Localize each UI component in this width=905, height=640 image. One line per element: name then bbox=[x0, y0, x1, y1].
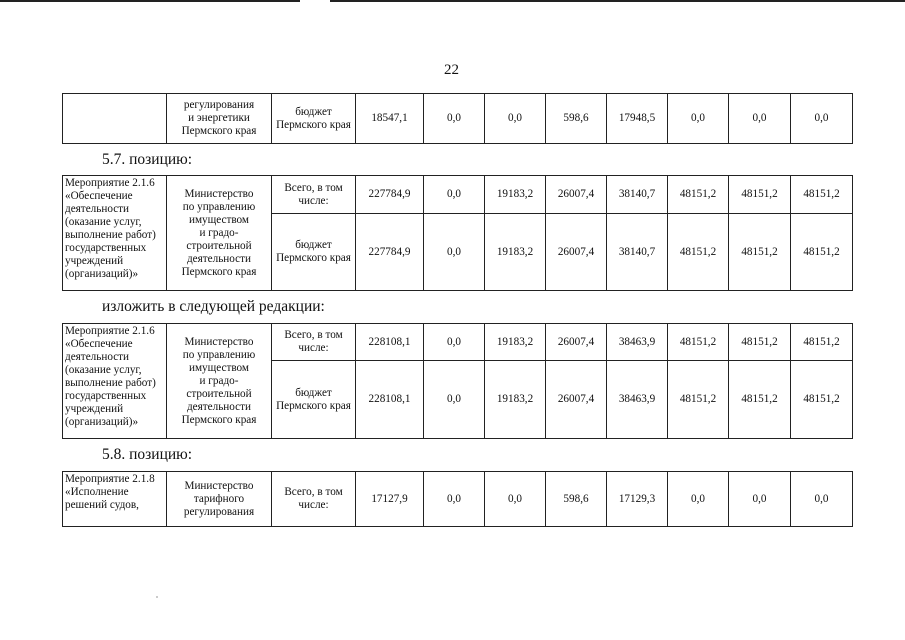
value-total: 18547,1 bbox=[356, 94, 424, 144]
executor-cell: Министерство по управлению имуществом и градо- строительной деятельности Пермского края bbox=[167, 324, 272, 439]
value-cell: 19183,2 bbox=[485, 176, 546, 214]
value-cell: 48151,2 bbox=[668, 361, 729, 439]
value-cell: 0,0 bbox=[485, 94, 546, 144]
value-cell: 0,0 bbox=[668, 94, 729, 144]
table-row bbox=[63, 472, 853, 527]
value-total: 228108,1 bbox=[356, 361, 424, 439]
measure-cell: Мероприятие 2.1.6 «Обеспечение деятельности (оказание услуг, выполнение работ) государственных учреждений (организаций)» bbox=[63, 176, 167, 291]
value-cell: 0,0 bbox=[424, 472, 485, 527]
value-cell: 38140,7 bbox=[607, 214, 668, 291]
value-cell: 0,0 bbox=[485, 472, 546, 527]
value-cell: 48151,2 bbox=[791, 176, 853, 214]
executor-cell: Министерство по управлению имуществом и градо- строительной деятельности Пермского края bbox=[167, 176, 272, 291]
value-total: 17127,9 bbox=[356, 472, 424, 527]
section-heading-5-7: 5.7. позицию: bbox=[102, 151, 193, 168]
value-cell: 26007,4 bbox=[546, 324, 607, 361]
section-heading-replace: изложить в следующей редакции: bbox=[102, 298, 325, 315]
value-cell: 26007,4 bbox=[546, 176, 607, 214]
section-heading-5-8: 5.8. позицию: bbox=[102, 446, 193, 463]
value-cell: 48151,2 bbox=[729, 361, 791, 439]
value-total: 227784,9 bbox=[356, 176, 424, 214]
value-cell: 0,0 bbox=[791, 472, 853, 527]
scan-speck bbox=[156, 596, 158, 598]
source-cell: Всего, в том числе: bbox=[272, 176, 356, 214]
value-cell: 17948,5 bbox=[607, 94, 668, 144]
value-cell: 0,0 bbox=[424, 214, 485, 291]
value-cell: 48151,2 bbox=[729, 214, 791, 291]
value-cell: 0,0 bbox=[424, 94, 485, 144]
value-cell: 0,0 bbox=[729, 472, 791, 527]
value-cell: 26007,4 bbox=[546, 214, 607, 291]
table-row bbox=[63, 176, 853, 214]
source-cell: бюджет Пермского края bbox=[272, 361, 356, 439]
table-5-7 bbox=[62, 175, 853, 291]
value-cell: 598,6 bbox=[546, 472, 607, 527]
value-cell: 19183,2 bbox=[485, 324, 546, 361]
table-continued bbox=[62, 93, 853, 144]
source-cell: Всего, в том числе: bbox=[272, 324, 356, 361]
table-new-redaction bbox=[62, 323, 853, 439]
value-cell: 48151,2 bbox=[668, 176, 729, 214]
value-total: 227784,9 bbox=[356, 214, 424, 291]
value-cell: 38140,7 bbox=[607, 176, 668, 214]
value-cell: 17129,3 bbox=[607, 472, 668, 527]
value-cell: 0,0 bbox=[424, 176, 485, 214]
value-cell: 48151,2 bbox=[729, 176, 791, 214]
measure-cell: Мероприятие 2.1.8 «Исполнение решений судов, bbox=[63, 472, 167, 527]
value-cell: 26007,4 bbox=[546, 361, 607, 439]
value-cell: 0,0 bbox=[791, 94, 853, 144]
value-cell: 0,0 bbox=[729, 94, 791, 144]
value-cell: 48151,2 bbox=[668, 214, 729, 291]
source-cell: бюджет Пермского края bbox=[272, 94, 356, 144]
value-cell: 38463,9 bbox=[607, 361, 668, 439]
executor-cell: регулирования и энергетики Пермского края bbox=[167, 94, 272, 144]
value-cell: 38463,9 bbox=[607, 324, 668, 361]
value-cell: 0,0 bbox=[668, 472, 729, 527]
value-cell: 19183,2 bbox=[485, 361, 546, 439]
measure-cell bbox=[63, 94, 167, 144]
page-number: 22 bbox=[444, 62, 459, 78]
value-cell: 48151,2 bbox=[791, 361, 853, 439]
value-cell: 19183,2 bbox=[485, 214, 546, 291]
value-cell: 0,0 bbox=[424, 361, 485, 439]
scan-top-edge bbox=[0, 0, 905, 3]
value-total: 228108,1 bbox=[356, 324, 424, 361]
source-cell: Всего, в том числе: bbox=[272, 472, 356, 527]
value-cell: 0,0 bbox=[424, 324, 485, 361]
value-cell: 48151,2 bbox=[729, 324, 791, 361]
source-cell: бюджет Пермского края bbox=[272, 214, 356, 291]
executor-cell: Министерство тарифного регулирования bbox=[167, 472, 272, 527]
value-cell: 48151,2 bbox=[668, 324, 729, 361]
table-row bbox=[63, 94, 853, 144]
measure-cell: Мероприятие 2.1.6 «Обеспечение деятельности (оказание услуг, выполнение работ) государственных учреждений (организаций)» bbox=[63, 324, 167, 439]
value-cell: 598,6 bbox=[546, 94, 607, 144]
value-cell: 48151,2 bbox=[791, 324, 853, 361]
table-row bbox=[63, 324, 853, 361]
value-cell: 48151,2 bbox=[791, 214, 853, 291]
table-5-8 bbox=[62, 471, 853, 527]
